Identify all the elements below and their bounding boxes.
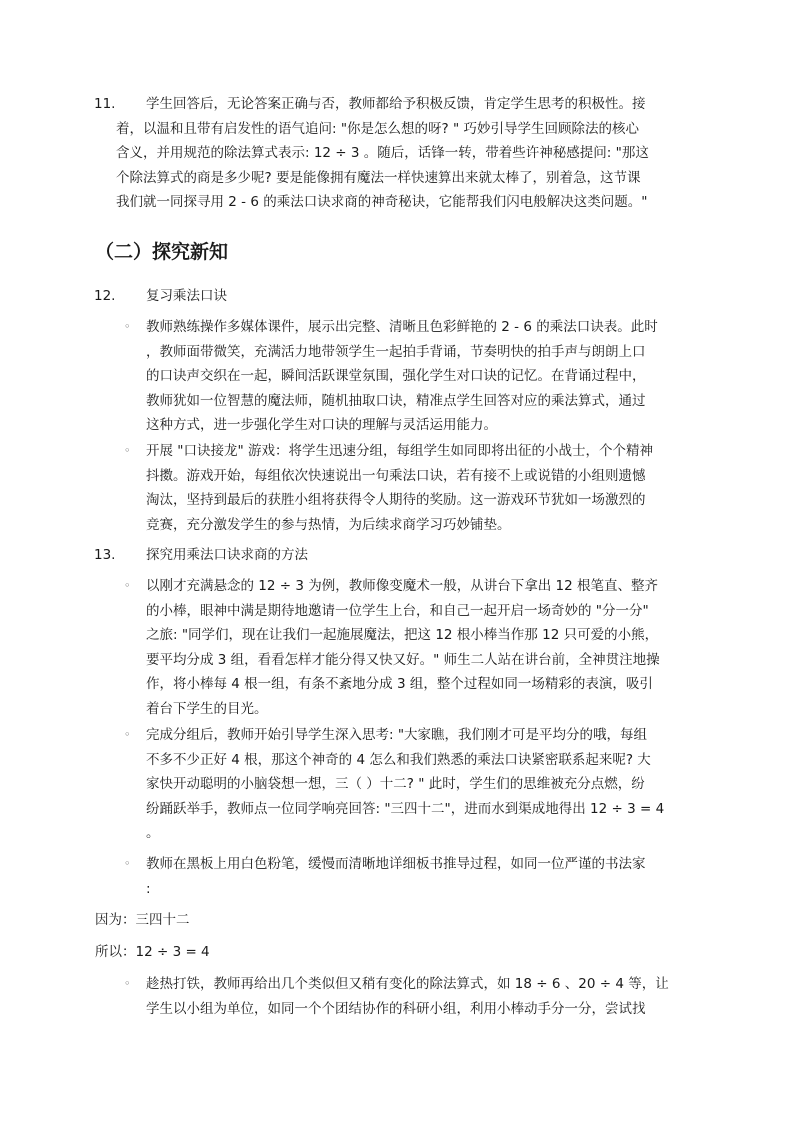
paragraph-line-5: 我们就一同探寻用 2 - 6 的乘法口诀求商的神奇秘诀，它能帮我们闪电般解决这类问题。" — [116, 194, 648, 210]
bullet-line: 教师在黑板上用白色粉笔，缓慢而清晰地详细板书推导过程，如同一位严谨的书法家 — [146, 856, 646, 872]
bullet-line: 的小棒，眼神中满是期待地邀请一位学生上台，和自己一起开启一场奇妙的 "分一分" — [146, 602, 649, 619]
bullet-item — [124, 439, 694, 537]
bullet-icon: ◦ — [124, 444, 131, 457]
bullet-line: 开展 "口诀接龙" 游戏：将学生迅速分组，每组学生如同即将出征的小战士，个个精神 — [146, 443, 654, 459]
bullet-item — [124, 574, 694, 721]
bullet-item — [124, 723, 694, 846]
bullet-item — [124, 852, 694, 901]
list-item-11 — [94, 92, 694, 215]
paragraph-line-2: 着，以温和且带有启发性的语气追问: "你是怎么想的呀? " 巧妙引导学生回顾除法的核心 — [116, 120, 640, 137]
bullet-line: 学生以小组为单位，如同一个个团结协作的科研小组，利用小棒动手分一分，尝试找 — [146, 1000, 646, 1017]
so-line: 所以：12 ÷ 3 = 4 — [95, 944, 210, 960]
list-item-title: 探究用乘法口诀求商的方法 — [146, 547, 308, 563]
list-item-13 — [94, 543, 694, 567]
bullet-line: 家快开动聪明的小脑袋想一想，三（ ）十二? " 此时，学生们的思维被充分点燃，纷 — [146, 776, 645, 792]
bullet-line: 淘汰，坚持到最后的获胜小组将获得令人期待的奖励。这一游戏环节犹如一场激烈的 — [146, 492, 646, 508]
bullet-line: 之旅: "同学们，现在让我们一起施展魔法，把这 12 根小棒当作那 12 只可爱的小熊， — [146, 627, 659, 643]
bullet-icon: ◦ — [124, 977, 131, 990]
list-item-title: 复习乘法口诀 — [146, 288, 227, 304]
bullet-line: 的口诀声交织在一起，瞬间活跃课堂氛围，强化学生对口诀的记忆。在背诵过程中， — [146, 368, 646, 384]
bullet-line: 抖擞。游戏开始，每组依次快速说出一句乘法口诀，若有接不上或说错的小组则遗憾 — [146, 467, 646, 484]
bullet-line: 竞赛，充分激发学生的参与热情，为后续求商学习巧妙铺垫。 — [146, 516, 511, 533]
bullet-line: 教师犹如一位智慧的魔法师，随机抽取口诀，精准点学生回答对应的乘法算式，通过 — [146, 392, 646, 409]
list-number: 13. — [94, 547, 116, 563]
paragraph-line-1: 学生回答后，无论答案正确与否，教师都给予积极反馈，肯定学生思考的积极性。接 — [146, 96, 646, 112]
paragraph-line-3: 含义，并用规范的除法算式表示: 12 ÷ 3 。随后，话锋一转，带着些许神秘感提问: "那这 — [116, 145, 649, 161]
bullet-line: 要平均分成 3 组，看看怎样才能分得又快又好。" 师生二人站在讲台前，全神贯注地操 — [146, 651, 660, 668]
list-number: 11. — [94, 96, 116, 112]
bullet-line: 着台下学生的目光。 — [146, 700, 268, 717]
bullet-line: 完成分组后，教师开始引导学生深入思考: "大家瞧，我们刚才可是平均分的哦，每组 — [146, 727, 648, 743]
because-line: 因为：三四十二 — [95, 912, 190, 928]
bullet-line: 纷踊跃举手，教师点一位同学响亮回答: "三四十二"，进而水到渠成地得出 12 ÷ 3 = 4 — [146, 800, 665, 817]
bullet-line: : — [146, 880, 151, 897]
bullet-line: 趁热打铁，教师再给出几个类似但又稍有变化的除法算式，如 18 ÷ 6 、20 ÷ 4 等，让 — [146, 976, 669, 992]
bullet-line: 不多不少正好 4 根，那这个神奇的 4 怎么和我们熟悉的乘法口诀紧密联系起来呢? 大 — [146, 751, 651, 768]
bullet-icon: ◦ — [124, 320, 131, 333]
bullet-icon: ◦ — [124, 579, 131, 592]
bullet-line: 作，将小棒每 4 根一组，有条不紊地分成 3 组，整个过程如同一场精彩的表演，吸引 — [146, 676, 653, 692]
bullet-item — [124, 972, 694, 1021]
bullet-line: 。 — [146, 825, 160, 841]
bullet-item — [124, 315, 694, 438]
bullet-icon: ◦ — [124, 728, 131, 741]
section-heading: （二）探究新知 — [95, 241, 229, 263]
list-number: 12. — [94, 288, 116, 304]
paragraph-line-4: 个除法算式的商是多少呢? 要是能像拥有魔法一样快速算出来就太棒了，别着急，这节课 — [116, 169, 641, 186]
bullet-line: 这种方式，进一步强化学生对口诀的理解与灵活运用能力。 — [146, 417, 497, 433]
bullet-line: ，教师面带微笑，充满活力地带领学生一起拍手背诵，节奏明快的拍手声与朗朗上口 — [146, 343, 646, 360]
bullet-line: 以刚才充满悬念的 12 ÷ 3 为例，教师像变魔术一般，从讲台下拿出 12 根笔直、整齐 — [146, 578, 659, 594]
list-item-12 — [94, 284, 694, 308]
bullet-icon: ◦ — [124, 857, 131, 870]
bullet-line: 教师熟练操作多媒体课件，展示出完整、清晰且色彩鲜艳的 2 - 6 的乘法口诀表。此时 — [146, 319, 658, 335]
